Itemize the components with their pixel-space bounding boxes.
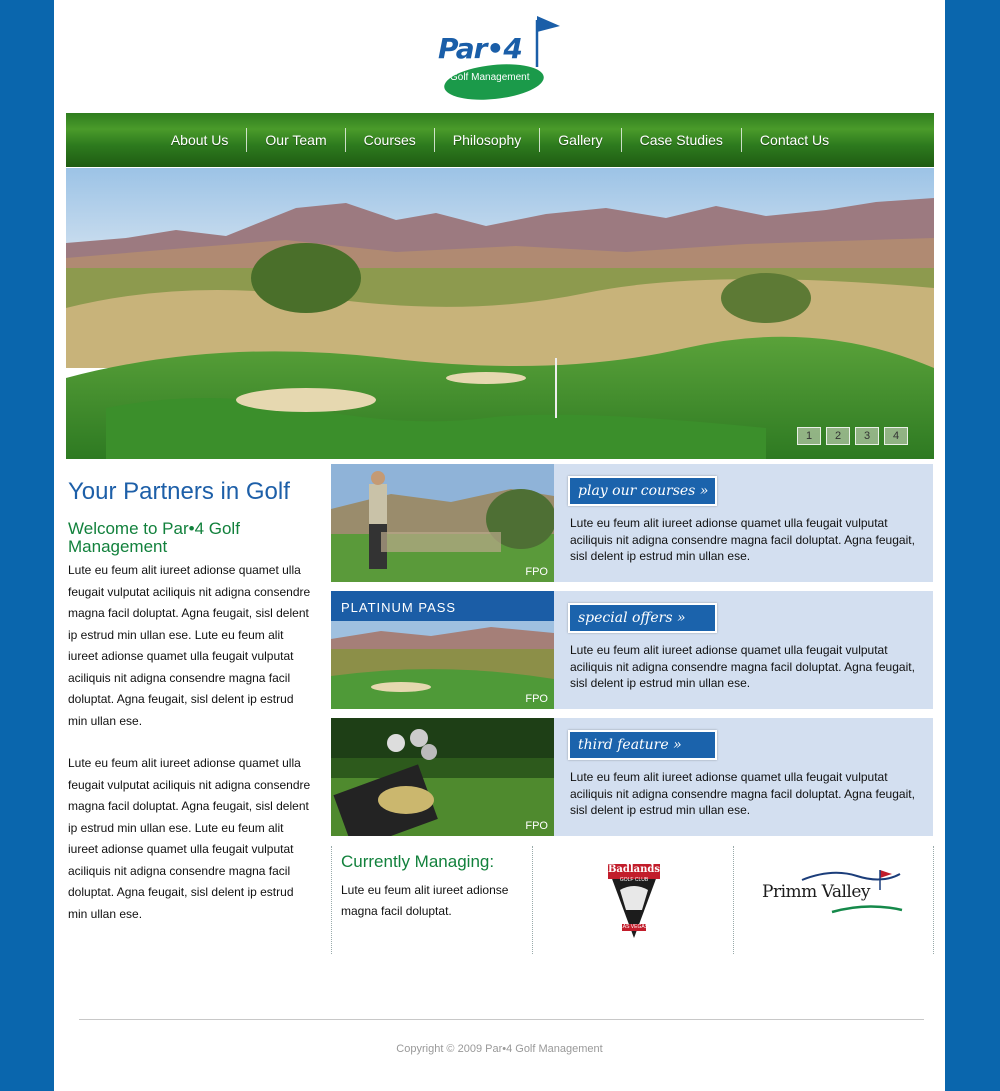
copyright-text: Copyright © 2009 Par•4 Golf Management [396, 1043, 603, 1055]
feature-play-courses [331, 464, 933, 582]
par4-logo[interactable] [436, 12, 566, 104]
platinum-pass-label: PLATINUM PASS [341, 600, 457, 615]
hero-slideshow [66, 168, 934, 459]
nav-our-team[interactable]: Our Team [265, 132, 327, 148]
nav-gallery[interactable]: Gallery [558, 132, 603, 148]
intro-paragraph-2: Lute eu feum alit iureet adionse quamet ulla feugait vulputat aciliquis nit adigna consendre magna facil doluptat. Agna feugait, sisl delent ip estrud min ullan ese. Lute eu feum alit iureet adionse quamet ulla feugait vulputat aciliquis nit adigna consendre magna facil doluptat. Agna feugait, sisl delent ip estrud min ullan ese. [68, 756, 311, 921]
slide-button-1[interactable]: 1 [797, 427, 821, 445]
fpo-label: FPO [525, 693, 548, 705]
badlands-name: Badlands [607, 864, 661, 875]
golfer-image [331, 464, 554, 582]
managing-text: Lute eu feum alit iureet adionse magna facil doluptat. [341, 883, 509, 918]
badlands-logo-column [532, 846, 732, 954]
nav-courses[interactable]: Courses [363, 132, 416, 148]
logo-brand: Par•4 [438, 32, 522, 65]
primm-valley-logo-column [733, 846, 934, 954]
fpo-label: FPO [525, 820, 548, 832]
intro-column [68, 478, 314, 925]
intro-paragraph-1: Lute eu feum alit iureet adionse quamet ulla feugait vulputat aciliquis nit adigna consendre magna facil doluptat. Agna feugait, sisl delent ip estrud min ullan ese. Lute eu feum alit iureet adionse quamet ulla feugait vulputat aciliquis nit adigna consendre magna facil doluptat. Agna feugait, sisl delent ip estrud min ullan ese. [68, 563, 311, 728]
badlands-location: LAS VEGAS [619, 924, 649, 930]
badlands-subtitle: GOLF CLUB [619, 877, 649, 883]
third-feature-button[interactable]: third feature » [568, 730, 717, 760]
feature-description: Lute eu feum alit iureet adionse quamet ulla feugait vulputat aciliquis nit adigna consendre magna facil doluptat. Agna feugait, sisl delent ip estrud min ullan ese. [570, 516, 915, 563]
feature-thumbnail [331, 464, 554, 582]
feature-special-offers [331, 591, 933, 709]
managing-title: Currently Managing: [341, 852, 495, 871]
logo-subtitle: Golf Management [450, 72, 530, 83]
feature-thumbnail [331, 718, 554, 836]
nav-philosophy[interactable]: Philosophy [452, 132, 522, 148]
main-nav [66, 113, 934, 167]
special-offers-button[interactable]: special offers » [568, 603, 717, 633]
feature-thumbnail [331, 591, 554, 709]
page [54, 0, 945, 1091]
section-title: Your Partners in Golf [68, 478, 290, 505]
fpo-label: FPO [525, 566, 548, 578]
feature-description: Lute eu feum alit iureet adionse quamet ulla feugait vulputat aciliquis nit adigna consendre magna facil doluptat. Agna feugait, sisl delent ip estrud min ullan ese. [570, 770, 915, 817]
feature-description: Lute eu feum alit iureet adionse quamet ulla feugait vulputat aciliquis nit adigna consendre magna facil doluptat. Agna feugait, sisl delent ip estrud min ullan ese. [570, 643, 915, 690]
play-courses-button[interactable]: play our courses » [568, 476, 717, 506]
feature-third [331, 718, 933, 836]
slide-button-2[interactable]: 2 [826, 427, 850, 445]
nav-about-us[interactable]: About Us [170, 132, 229, 148]
managing-text-column [331, 846, 531, 954]
slide-button-3[interactable]: 3 [855, 427, 879, 445]
badlands-logo[interactable] [606, 862, 662, 940]
primm-valley-logo[interactable] [762, 866, 907, 922]
hero-golf-course-image [66, 168, 934, 459]
currently-managing [331, 846, 934, 954]
slide-pager [797, 427, 908, 445]
nav-case-studies[interactable]: Case Studies [639, 132, 723, 148]
slide-button-4[interactable]: 4 [884, 427, 908, 445]
welcome-heading: Welcome to Par•4 Golf Management [68, 519, 240, 556]
nav-contact-us[interactable]: Contact Us [759, 132, 830, 148]
golf-bag-image [331, 718, 554, 836]
footer-divider [79, 1019, 924, 1020]
primm-valley-name: Primm Valley [762, 882, 871, 902]
